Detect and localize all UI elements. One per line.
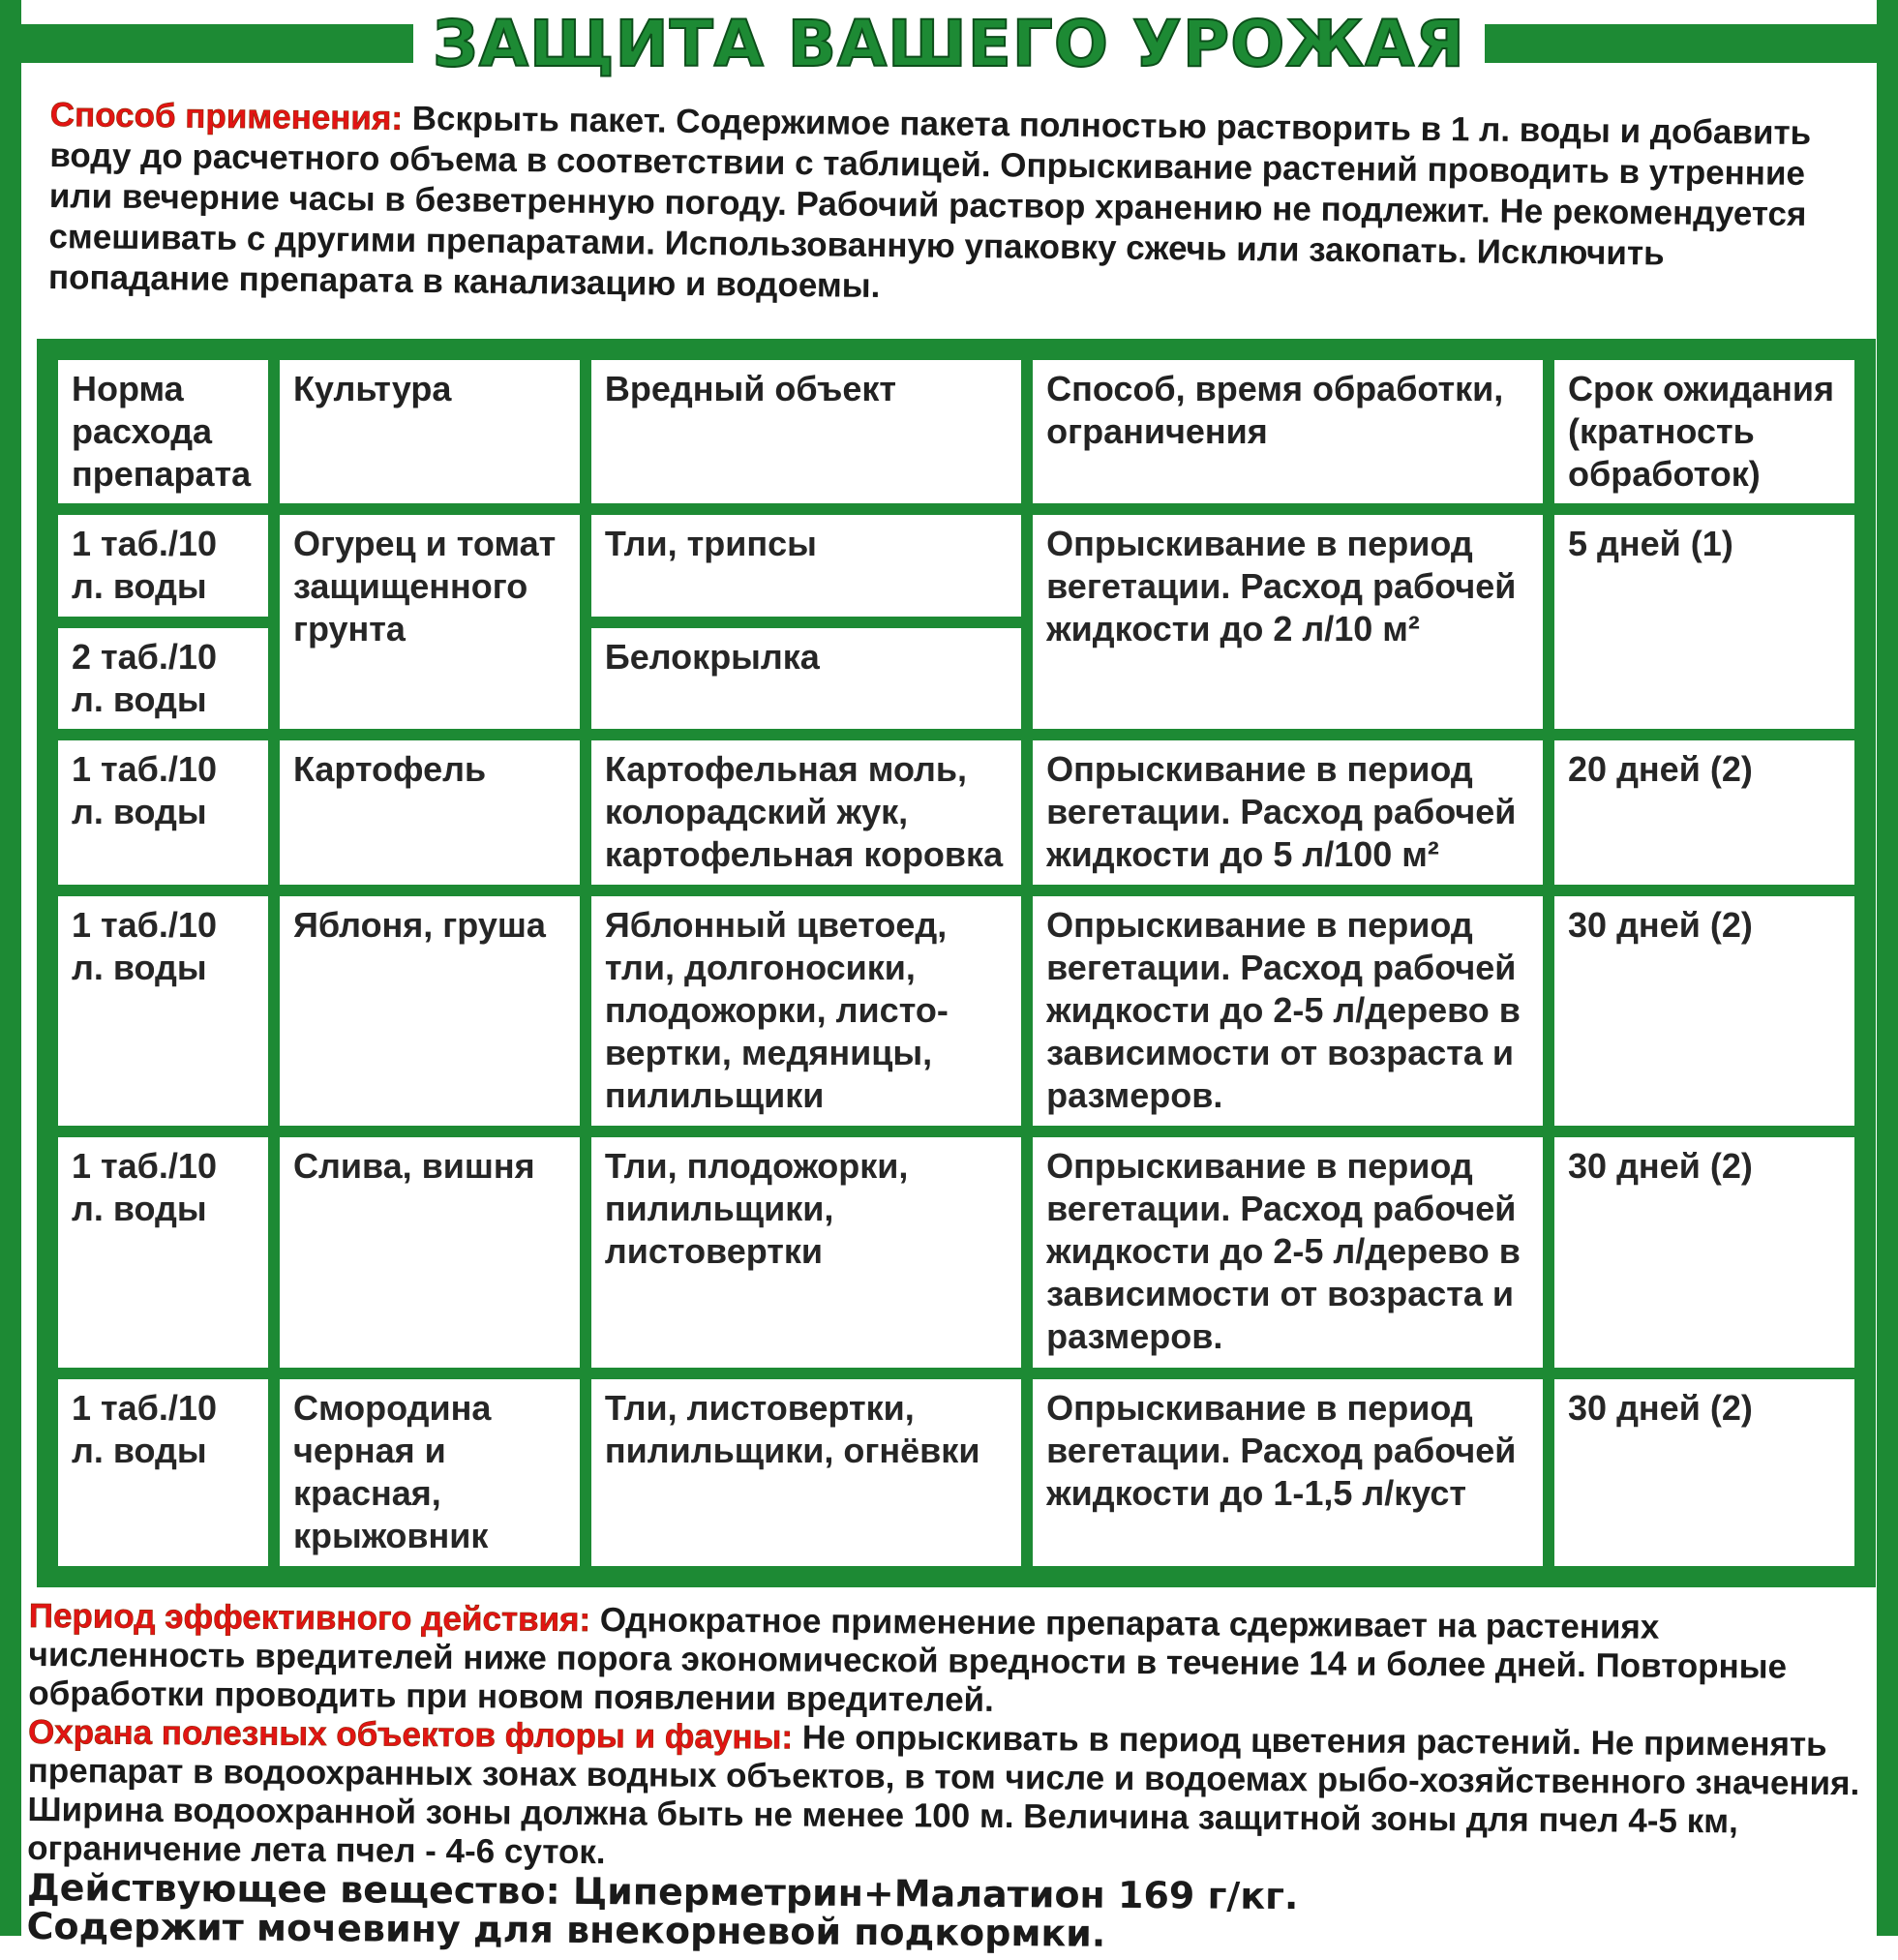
cell-norm: 2 таб./10 л. воды <box>58 628 268 730</box>
footer-notes <box>26 1597 1867 1958</box>
cell-pest: Тли, плодожорки, пилильщики, листовертки <box>591 1137 1021 1367</box>
protection-note <box>27 1713 1867 1881</box>
header-bar-right <box>1485 24 1884 63</box>
cell-wait: 30 дней (2) <box>1554 1137 1854 1367</box>
usage-label: Способ применения: <box>49 95 404 137</box>
header-culture: Культура <box>280 360 580 503</box>
header-pest: Вредный объект <box>591 360 1021 503</box>
cell-culture: Смородина черная и красная, крыжовник <box>280 1379 580 1566</box>
header-norm: Норма расхода препарата <box>58 360 268 503</box>
header-wait: Срок ожидания (кратность обработок) <box>1554 360 1854 503</box>
table-row <box>58 515 1854 617</box>
table-header-row <box>58 360 1854 503</box>
cell-method: Опрыскивание в период вегетации. Расход рабочей жидкости до 5 л/100 м² <box>1033 740 1543 885</box>
table-row <box>58 1137 1854 1367</box>
header <box>0 6 1898 81</box>
table-row <box>58 896 1854 1126</box>
page-title: ЗАЩИТА ВАШЕГО УРОЖАЯ <box>433 6 1465 81</box>
effect-period-text: Однократное применение препарата сдерживает на растениях численность вредителей ниже порога экономической вредности в течение 14 и более дней. Повторные обработки проводить при новом появлении вредителей. <box>28 1601 1788 1719</box>
cell-norm: 1 таб./10 л. воды <box>58 740 268 885</box>
contains-note: Содержит мочевину для внекорневой подкормки. <box>26 1904 1106 1955</box>
cell-culture: Огурец и томат защищенного грунта <box>280 515 580 729</box>
cell-wait: 30 дней (2) <box>1554 1379 1854 1566</box>
table-row <box>58 1379 1854 1566</box>
header-bar-left <box>14 24 413 63</box>
cell-wait: 30 дней (2) <box>1554 896 1854 1126</box>
cell-norm: 1 таб./10 л. воды <box>58 515 268 617</box>
cell-culture: Слива, вишня <box>280 1137 580 1367</box>
cell-method: Опрыскивание в период вегетации. Расход рабочей жидкости до 2-5 л/дерево в зависимости от возраста и размеров. <box>1033 896 1543 1126</box>
table-row <box>58 740 1854 885</box>
active-ingredient: Действующее вещество: Циперметрин+Малатион 169 г/кг. <box>26 1865 1299 1918</box>
cell-culture: Картофель <box>280 740 580 885</box>
protection-label: Охрана полезных объектов флоры и фауны: <box>27 1712 794 1757</box>
usage-table <box>37 339 1876 1587</box>
usage-instructions <box>48 95 1851 317</box>
effect-period <box>28 1597 1868 1726</box>
cell-wait: 5 дней (1) <box>1554 515 1854 729</box>
usage-text: Вскрыть пакет. Содержимое пакета полностью растворить в 1 л. воды и добавить воду до расчетного объема в соответствии с таблицей. Опрыскивание растений проводить в утренние или вечерние часы в безветренную погоду. Рабочий раствор хранению не подлежит. Не рекомендуется смешивать с другими препаратами. Использованную упаковку сжечь или закопать. Исключить попадание препарата в канализацию и водоемы. <box>47 99 1812 305</box>
cell-norm: 1 таб./10 л. воды <box>58 1379 268 1566</box>
cell-pest: Тли, трипсы <box>591 515 1021 617</box>
cell-pest: Яблонный цветоед, тли, долгоносики, плодожорки, листо-вертки, медяницы, пилильщики <box>591 896 1021 1126</box>
cell-norm: 1 таб./10 л. воды <box>58 1137 268 1367</box>
cell-pest: Картофельная моль, колорадский жук, картофельная коровка <box>591 740 1021 885</box>
cell-norm: 1 таб./10 л. воды <box>58 896 268 1126</box>
effect-period-label: Период эффективного действия: <box>28 1597 591 1640</box>
cell-pest: Тли, листовертки, пилильщики, огнёвки <box>591 1379 1021 1566</box>
protection-text: Не опрыскивать в период цветения растений. Не применять препарат в водоохранных зонах водных объектов, в том числе и водоемах рыбо-хозяйственного значения. Ширина водоохранной зоны должна быть не менее 100 м. Величина защитной зоны для пчел 4-5 км, ограничение лета пчел - 4-6 суток. <box>27 1718 1860 1872</box>
cell-pest: Белокрылка <box>591 628 1021 730</box>
cell-method: Опрыскивание в период вегетации. Расход рабочей жидкости до 2 л/10 м² <box>1033 515 1543 729</box>
header-method: Способ, время обработки, ограничения <box>1033 360 1543 503</box>
cell-culture: Яблоня, груша <box>280 896 580 1126</box>
cell-method: Опрыскивание в период вегетации. Расход рабочей жидкости до 1-1,5 л/куст <box>1033 1379 1543 1566</box>
cell-wait: 20 дней (2) <box>1554 740 1854 885</box>
cell-method: Опрыскивание в период вегетации. Расход рабочей жидкости до 2-5 л/дерево в зависимости от возраста и размеров. <box>1033 1137 1543 1367</box>
